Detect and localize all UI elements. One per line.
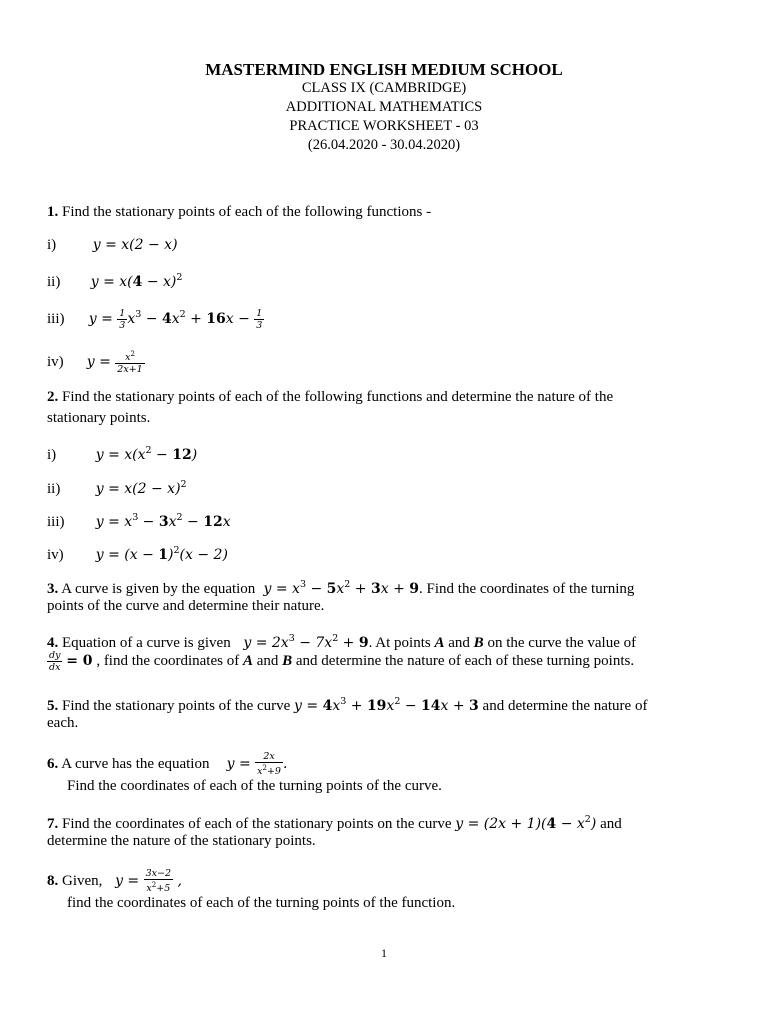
question-6-cont: [67, 776, 442, 796]
page-number: 1: [381, 946, 387, 960]
part-label: iii): [47, 311, 65, 327]
question-number: 1.: [47, 204, 59, 220]
question-text: Equation of a curve is given: [62, 635, 231, 651]
question-text: Given,: [62, 873, 103, 889]
question-text: Find the coordinates of each of the turning points of the curve.: [67, 778, 442, 794]
part-label: i): [47, 237, 57, 253]
equation: $y = (x - 1)^2(x - 2)$: [95, 545, 228, 563]
question-5-cont: [47, 713, 78, 733]
q1-part-iv: [47, 349, 145, 375]
equation: y = $\frac{1}{3}$ $x^3 - 4x^2 + 16x$ − $\frac{1}{3}$: [88, 307, 263, 331]
point-b: B: [473, 635, 484, 651]
subject-line: ADDITIONAL MATHEMATICS: [285, 99, 483, 115]
question-text: each.: [47, 715, 79, 731]
worksheet-header: [0, 60, 768, 155]
equation: $y = x^3 - 3x^2 - 12x$: [95, 512, 231, 530]
worksheet-title: PRACTICE WORKSHEET - 03: [289, 118, 479, 134]
part-label: ii): [47, 481, 61, 497]
question-text: find the coordinates of each of the turning points of the function.: [67, 895, 456, 911]
q2-part-iii: [47, 508, 231, 532]
equation: $y = 4x^3 + 19x^2 - 14x + 3$: [294, 696, 479, 714]
question-text: , find the coordinates of: [96, 652, 240, 669]
date-range: (26.04.2020 - 30.04.2020): [307, 137, 461, 153]
question-2-cont: [47, 408, 150, 428]
question-text: and: [448, 635, 470, 651]
q2-part-i: [47, 441, 197, 465]
question-4-cont: [47, 650, 634, 673]
question-3-cont: [47, 596, 324, 616]
question-text: A curve is given by the equation: [61, 581, 256, 597]
question-number: 8.: [47, 873, 59, 889]
point-a: A: [242, 652, 253, 669]
point-a: A: [434, 635, 445, 651]
part-label: i): [47, 447, 57, 463]
question-text: stationary points.: [47, 410, 151, 426]
question-text: points of the curve and determine their nature.: [47, 598, 325, 614]
q1-part-i: [47, 235, 178, 255]
question-number: 3.: [47, 581, 59, 597]
question-text: and determine the nature of each of these turning points.: [295, 652, 635, 669]
question-text: Find the stationary points of each of the following functions -: [62, 204, 432, 220]
equation: = 0: [66, 652, 93, 669]
question-text: and: [600, 816, 622, 832]
question-text: and determine the nature of: [482, 698, 648, 714]
question-8: [47, 868, 182, 894]
question-text: . Find the coordinates of the turning: [419, 581, 635, 597]
equation: y = x(2 − x): [92, 237, 178, 253]
question-number: 6.: [47, 756, 59, 772]
question-text: determine the nature of the stationary points.: [47, 833, 316, 849]
equation: $y = x(x^2 - 12)$: [95, 445, 198, 463]
school-name: MASTERMIND ENGLISH MEDIUM SCHOOL: [205, 60, 563, 79]
question-2: [47, 387, 613, 407]
part-label: iii): [47, 514, 65, 530]
part-label: iv): [47, 547, 64, 563]
question-text: . At points: [368, 635, 431, 651]
part-label: ii): [47, 274, 61, 290]
q2-part-ii: [47, 475, 187, 499]
equation: $y = 2x^3 - 7x^2 + 9$: [234, 633, 369, 651]
question-5: [47, 692, 647, 716]
question-1: [47, 202, 431, 222]
equation: y = $\frac{3x-2}{x^2+5}$ ,: [106, 868, 182, 894]
question-7-cont: [47, 831, 316, 851]
q1-part-ii: [47, 268, 182, 292]
question-text: Find the stationary points of each of the following functions and determine the nature of the: [62, 389, 614, 405]
class-line: CLASS IX (CAMBRIDGE): [301, 80, 467, 96]
question-text: Find the stationary points of the curve: [62, 698, 291, 714]
question-text: A curve has the equation: [61, 756, 210, 772]
question-text: Find the coordinates of each of the stationary points on the curve: [62, 816, 452, 832]
equation: y = $\frac{x^2}{2x+1}$: [86, 350, 143, 375]
question-text: and: [256, 652, 279, 669]
equation: $y = x(4 - x)^2$: [90, 272, 183, 290]
question-6: [47, 751, 287, 777]
equation: $y = x(2 - x)^2$: [95, 479, 187, 497]
question-number: 7.: [47, 816, 59, 832]
equation: $y = x^3 - 5x^2 + 3x + 9$: [259, 579, 420, 597]
equation: y = $\frac{2x}{x^2+9}$ .: [213, 751, 288, 777]
question-number: 5.: [47, 698, 59, 714]
question-8-cont: [67, 893, 455, 913]
question-number: 4.: [47, 635, 59, 651]
q2-part-iv: [47, 541, 228, 565]
q1-part-iii: [47, 305, 264, 331]
derivative-fraction: $\frac{dy}{dx}$: [49, 650, 61, 673]
part-label: iv): [47, 354, 64, 370]
question-text: on the curve the value of: [487, 635, 637, 651]
point-b: B: [282, 652, 293, 669]
equation: $y = (2x + 1)(4 - x^2)$: [455, 814, 597, 832]
question-number: 2.: [47, 389, 59, 405]
